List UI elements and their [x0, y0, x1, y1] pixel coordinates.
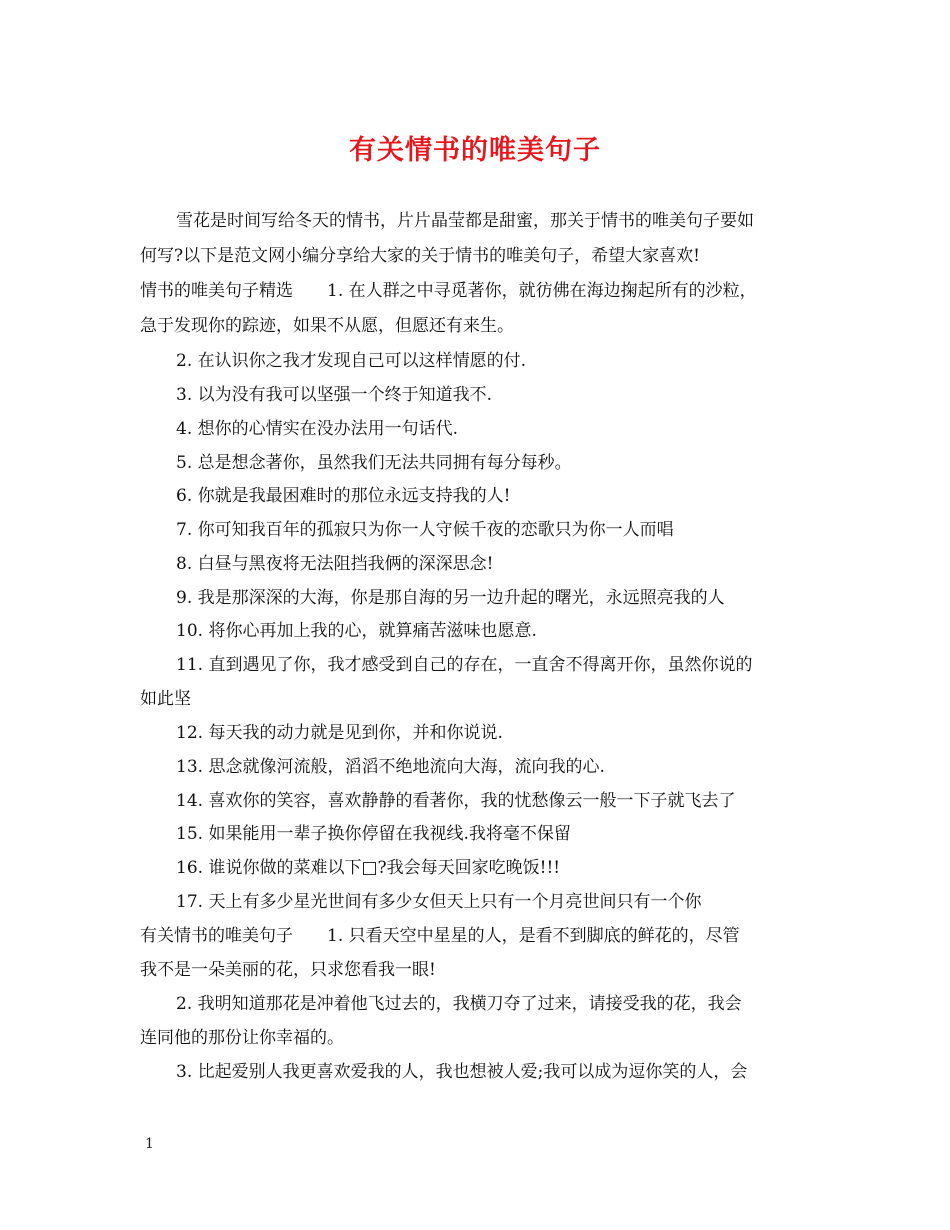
- list-item: 5. 总是想念著你，虽然我们无法共同拥有每分每秒。: [176, 453, 572, 473]
- intro-paragraph-line: 雪花是时间写给冬天的情书，片片晶莹都是甜蜜，那关于情书的唯美句子要如: [176, 211, 754, 231]
- page-number: 1: [145, 1136, 154, 1152]
- list-item: 7. 你可知我百年的孤寂只为你一人守候千夜的恋歌只为你一人而唱: [176, 520, 674, 540]
- list-item-line: 我不是一朵美丽的花，只求您看我一眼!: [140, 960, 436, 980]
- list-item: 9. 我是那深深的大海，你是那自海的另一边升起的曙光，永远照亮我的人: [176, 588, 725, 608]
- list-item: 17. 天上有多少星光世间有多少女但天上只有一个月亮世间只有一个你: [176, 892, 702, 912]
- list-item: 6. 你就是我最困难时的那位永远支持我的人!: [176, 486, 511, 506]
- list-item-line: 连同他的那份让你幸福的。: [140, 1028, 344, 1048]
- list-item: 13. 思念就像河流般，滔滔不绝地流向大海，流向我的心.: [176, 757, 605, 777]
- list-item: 14. 喜欢你的笑容，喜欢静静的看著你，我的忧愁像云一般一下子就飞去了: [176, 791, 736, 811]
- list-item: 8. 白昼与黑夜将无法阻挡我俩的深深思念!: [176, 554, 494, 574]
- list-item: 10. 将你心再加上我的心，就算痛苦滋味也愿意.: [176, 621, 537, 641]
- list-item-line: 急于发现你的踪迹，如果不从愿，但愿还有来生。: [140, 316, 514, 336]
- section-heading-line: 情书的唯美句子精选 1. 在人群之中寻觅著你，就彷佛在海边掬起所有的沙粒，: [140, 281, 757, 301]
- list-item: 3. 比起爱别人我更喜欢爱我的人，我也想被人爱;我可以成为逗你笑的人，会: [176, 1062, 748, 1082]
- section-heading-line: 有关情书的唯美句子 1. 只看天空中星星的人，是看不到脚底的鲜花的，尽管: [140, 926, 740, 946]
- list-item: 12. 每天我的动力就是见到你，并和你说说.: [176, 723, 503, 743]
- list-item: 3. 以为没有我可以坚强一个终于知道我不.: [176, 385, 493, 405]
- list-item: 2. 在认识你之我才发现自己可以这样情愿的付.: [176, 351, 527, 371]
- list-item: 4. 想你的心情实在没办法用一句话代.: [176, 419, 459, 439]
- list-item: 2. 我明知道那花是冲着他飞过去的，我横刀夺了过来，请接受我的花，我会: [176, 994, 742, 1014]
- list-item-line: 如此坚: [140, 689, 191, 709]
- list-item: 11. 直到遇见了你，我才感受到自己的存在，一直舍不得离开你，虽然你说的: [176, 655, 753, 675]
- intro-paragraph-line: 何写?以下是范文网小编分享给大家的关于情书的唯美句子，希望大家喜欢!: [140, 246, 700, 266]
- list-item: 15. 如果能用一辈子换你停留在我视线.我将毫不保留: [176, 824, 571, 844]
- document-title: 有关情书的唯美句子: [349, 135, 601, 166]
- list-item: 16. 谁说你做的菜难以下□?我会每天回家吃晚饭!!!: [176, 858, 561, 878]
